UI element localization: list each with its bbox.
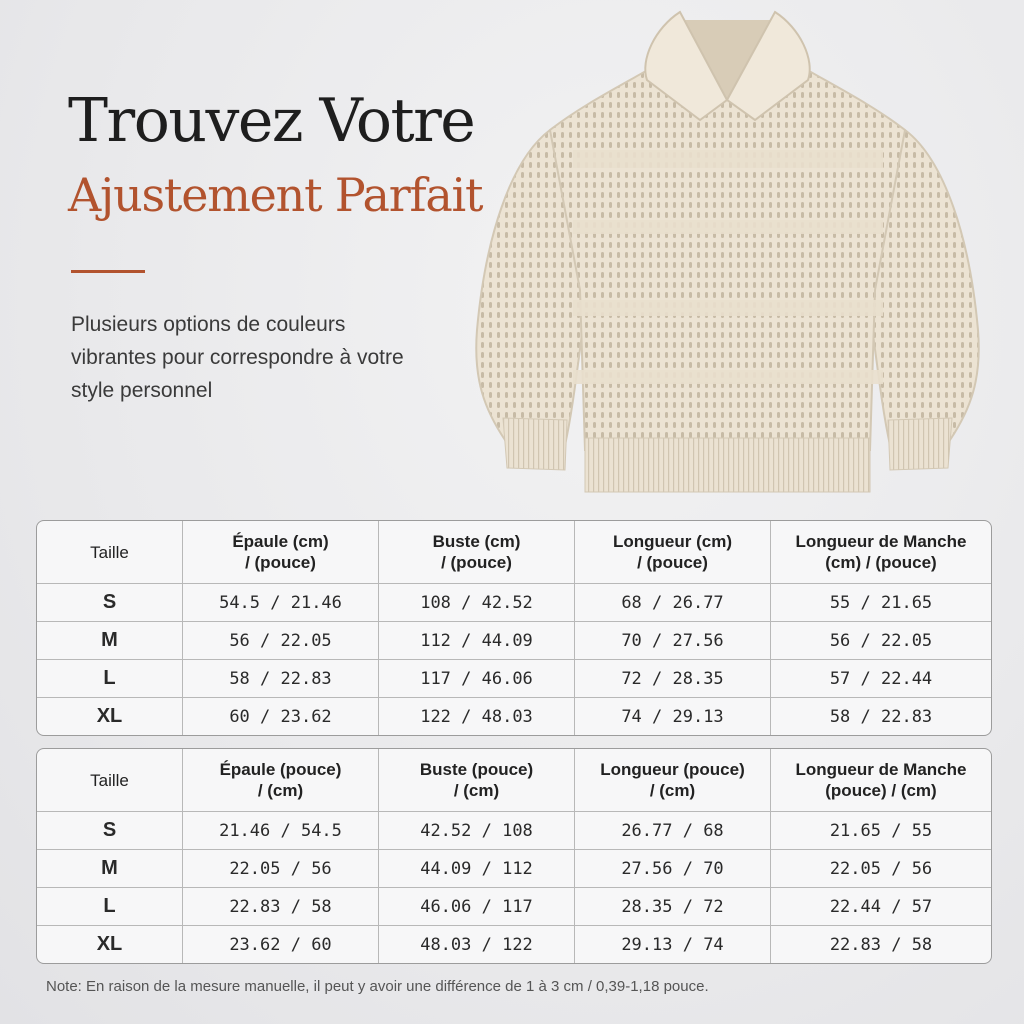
size-label: M: [37, 622, 183, 660]
measurement-cell: 22.83 / 58: [829, 934, 933, 955]
sweater-image: [455, 0, 1000, 505]
column-header: Taille: [37, 521, 183, 584]
size-label: L: [37, 888, 183, 926]
measurement-cell: 70 / 27.56: [575, 622, 771, 660]
measurement-cell: 23.62 / 60: [183, 926, 379, 963]
measurement-note: Note: En raison de la mesure manuelle, il peut y avoir une différence de 1 à 3 cm / 0,39-1,18 pouce.: [46, 978, 709, 995]
measurement-cell: 60 / 23.62: [183, 698, 379, 735]
measurement-cell: 57 / 22.44: [771, 660, 991, 698]
title-line-1: Trouvez Votre: [68, 86, 475, 156]
measurement-cell: 58 / 22.83: [829, 706, 933, 727]
measurement-cell: 46.06 / 117: [379, 888, 575, 926]
title-divider: [71, 270, 145, 273]
measurement-cell: 21.46 / 54.5: [183, 812, 379, 850]
table-header-row: [37, 749, 991, 812]
size-table-inch: [36, 748, 992, 964]
measurement-cell: 22.05 / 56: [183, 850, 379, 888]
measurement-cell: 56 / 22.05: [183, 622, 379, 660]
size-label: XL: [37, 926, 183, 963]
table-row: [37, 888, 991, 926]
measurement-cell: 27.56 / 70: [575, 850, 771, 888]
title-line-2: Ajustement Parfait: [68, 168, 483, 222]
size-label: S: [37, 584, 183, 622]
column-header: Longueur (pouce) / (cm): [575, 749, 771, 812]
measurement-cell: 22.44 / 57: [771, 888, 991, 926]
measurement-cell: 42.52 / 108: [379, 812, 575, 850]
column-header: Longueur de Manche (pouce) / (cm): [771, 749, 991, 812]
measurement-cell: 48.03 / 122: [379, 926, 575, 963]
measurement-cell: 72 / 28.35: [575, 660, 771, 698]
column-header: Longueur (cm) / (pouce): [575, 521, 771, 584]
measurement-cell: 117 / 46.06: [379, 660, 575, 698]
measurement-cell: 58 / 22.83: [183, 660, 379, 698]
measurement-cell: 122 / 48.03: [379, 698, 575, 735]
table-row: [37, 812, 991, 850]
measurement-cell: 68 / 26.77: [575, 584, 771, 622]
column-header: Épaule (pouce) / (cm): [183, 749, 379, 812]
column-header: Longueur de Manche (cm) / (pouce): [771, 521, 991, 584]
measurement-cell: 44.09 / 112: [379, 850, 575, 888]
measurement-cell: 22.05 / 56: [771, 850, 991, 888]
table-row: [37, 584, 991, 622]
measurement-cell: 29.13 / 74: [575, 926, 771, 963]
measurement-cell: 108 / 42.52: [379, 584, 575, 622]
table-row: [37, 926, 991, 963]
column-header: Buste (cm) / (pouce): [379, 521, 575, 584]
measurement-cell: 26.77 / 68: [575, 812, 771, 850]
measurement-cell: 55 / 21.65: [771, 584, 991, 622]
measurement-cell: 54.5 / 21.46: [183, 584, 379, 622]
table-row: [37, 850, 991, 888]
column-header: Buste (pouce) / (cm): [379, 749, 575, 812]
size-table-cm: [36, 520, 992, 736]
table-row: [37, 660, 991, 698]
table-row: [37, 698, 991, 735]
measurement-cell: 56 / 22.05: [771, 622, 991, 660]
subtitle: Plusieurs options de couleurs vibrantes pour correspondre à votre style personnel: [71, 313, 404, 402]
measurement-cell: 22.83 / 58: [183, 888, 379, 926]
size-label: M: [37, 850, 183, 888]
size-label: L: [37, 660, 183, 698]
size-label: S: [37, 812, 183, 850]
column-header: Épaule (cm) / (pouce): [183, 521, 379, 584]
table-header-row: [37, 521, 991, 584]
measurement-cell: 112 / 44.09: [379, 622, 575, 660]
measurement-cell: 74 / 29.13: [575, 698, 771, 735]
table-row: [37, 622, 991, 660]
measurement-cell: 28.35 / 72: [575, 888, 771, 926]
measurement-cell: 21.65 / 55: [771, 812, 991, 850]
column-header: Taille: [37, 749, 183, 812]
size-label: XL: [37, 698, 183, 735]
